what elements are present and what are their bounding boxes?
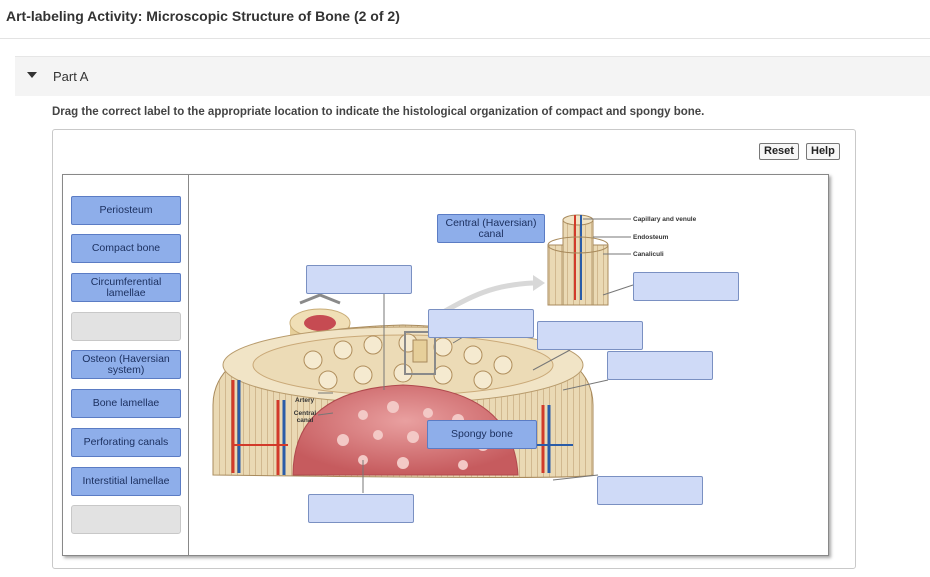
help-button[interactable]: Help: [806, 143, 840, 160]
reset-button[interactable]: Reset: [759, 143, 799, 160]
part-a-header[interactable]: [15, 56, 930, 96]
compact-bone-block: [213, 325, 593, 478]
label-interstitial-lamellae[interactable]: Interstitial lamellae: [71, 467, 181, 496]
drop-target[interactable]: [306, 265, 412, 294]
osteon-detail: [548, 215, 608, 305]
label-osteon[interactable]: Osteon (Haversian system): [71, 350, 181, 379]
artery-label: Artery: [295, 397, 315, 404]
label-circumferential-lamellae[interactable]: Circumferential lamellae: [71, 273, 181, 302]
endosteum-label: Endosteum: [633, 234, 669, 241]
zoom-arrow: [533, 275, 545, 291]
label-compact-bone[interactable]: Compact bone: [71, 234, 181, 263]
canaliculi-label: Canaliculi: [633, 251, 664, 258]
label-periosteum[interactable]: Periosteum: [71, 196, 181, 225]
placed-spongy-bone-label[interactable]: Spongy bone: [427, 420, 537, 449]
labeling-workspace: [62, 174, 829, 556]
label-bone-lamellae[interactable]: Bone lamellae: [71, 389, 181, 418]
drop-target[interactable]: [597, 476, 703, 505]
label-perforating-canals[interactable]: Perforating canals: [71, 428, 181, 457]
title-divider: [0, 38, 930, 39]
instruction-text: Drag the correct label to the appropriate location to indicate the histological organization of compact and spongy bone.: [52, 106, 705, 118]
drop-target[interactable]: [607, 351, 713, 380]
drop-target[interactable]: [633, 272, 739, 301]
drop-target[interactable]: [308, 494, 414, 523]
central-canal-label: Central canal: [293, 410, 317, 424]
drop-target[interactable]: [537, 321, 643, 350]
placed-central-canal-label[interactable]: Central (Haversian) canal: [437, 214, 545, 243]
drop-target[interactable]: [428, 309, 534, 338]
page-title: Art-labeling Activity: Microscopic Structure of Bone (2 of 2): [6, 8, 400, 24]
capillary-label: Capillary and venule: [633, 216, 697, 223]
caret-down-icon[interactable]: [27, 72, 37, 78]
part-label: Part A: [53, 69, 89, 84]
